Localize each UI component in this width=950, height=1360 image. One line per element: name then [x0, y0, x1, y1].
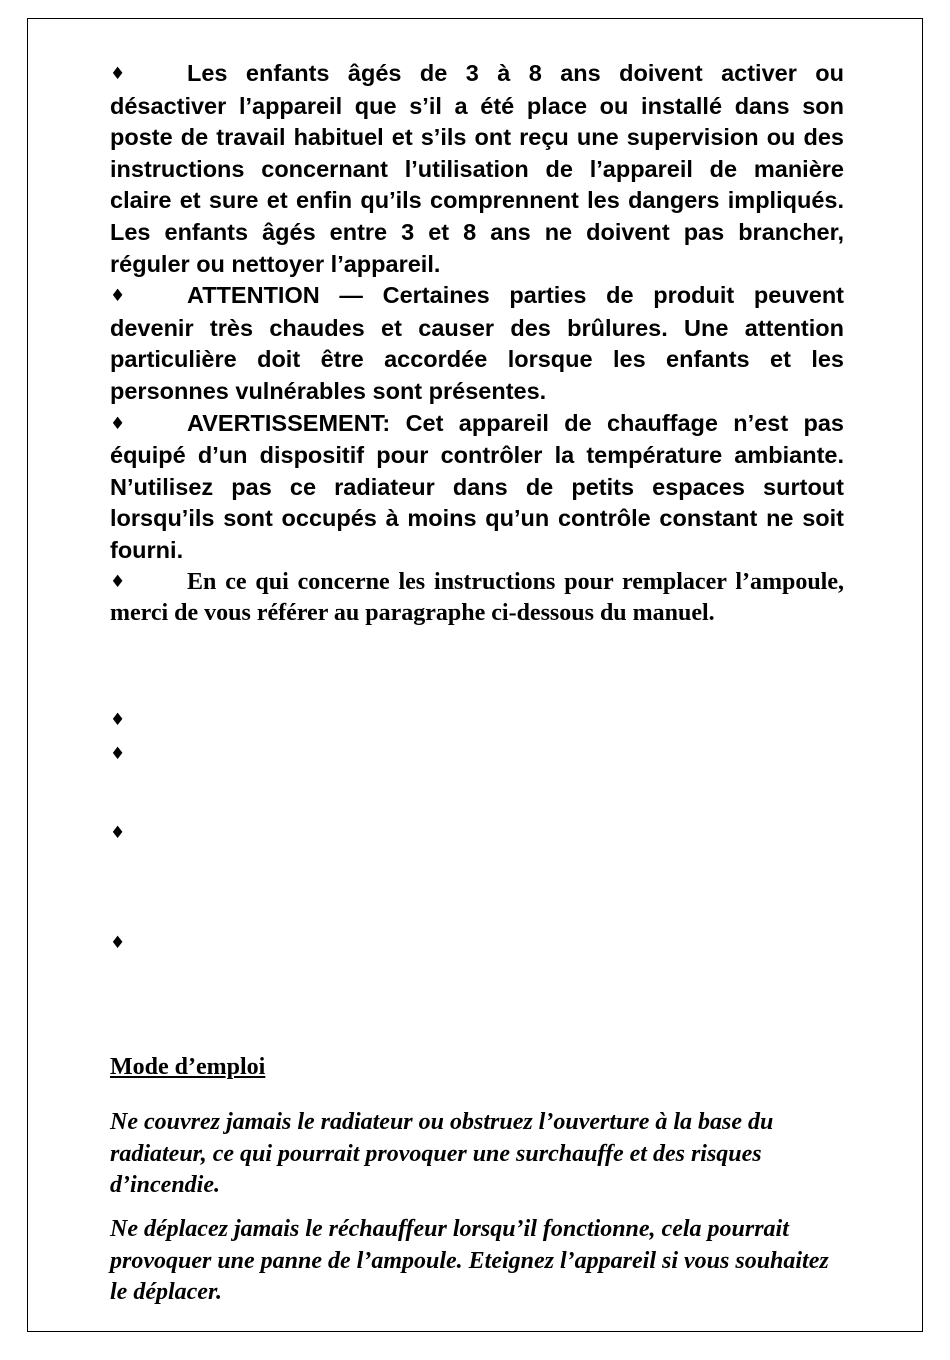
paragraph-text: En ce qui concerne les instructions pour remplacer l’ampoule, merci de vous référer au paragraphe ci-dessous du manuel. — [110, 568, 844, 626]
diamond-bullet-icon: ♦ — [110, 571, 126, 592]
paragraph-text: ATTENTION — Certaines parties de produit peuvent devenir très chaudes et causer des brûlures. Une attention particulière doit être accordée lorsque les enfants et les personnes vulnérables sont présentes. — [110, 282, 844, 404]
diamond-bullet-icon: ♦ — [110, 710, 126, 730]
diamond-bullet-icon: ♦ — [110, 286, 126, 307]
paragraph-attention — [110, 280, 844, 407]
safety-instructions — [110, 58, 844, 630]
diamond-bullet-icon: ♦ — [110, 823, 126, 843]
paragraph-ampoule — [110, 567, 844, 630]
diamond-bullet-icon: ♦ — [110, 744, 126, 764]
mode-emploi-paragraph-2: Ne déplacez jamais le réchauffeur lorsqu’il fonctionne, cela pourrait provoquer une panne de l’ampoule. Eteignez l’appareil si vous souhaitez le déplacer. — [110, 1216, 829, 1305]
diamond-bullet-icon: ♦ — [110, 64, 126, 84]
mode-emploi-paragraph-1: Ne couvrez jamais le radiateur ou obstruez l’ouverture à la base du radiateur, ce qui pourrait provoquer une surchauffe et des risques d’incendie. — [110, 1109, 774, 1198]
paragraph-text: AVERTISSEMENT: Cet appareil de chauffage n’est pas équipé d’un dispositif pour contrôler la température ambiante. N’utilisez pas ce radiateur dans de petits espaces surtout lorsqu’ils sont occupés à moins qu’un contrôle constant ne soit fourni. — [110, 409, 844, 563]
diamond-bullet-icon: ♦ — [110, 933, 126, 953]
paragraph-children-usage — [110, 58, 844, 280]
diamond-bullet-icon: ♦ — [110, 413, 126, 434]
paragraph-text: Les enfants âgés de 3 à 8 ans doivent activer ou désactiver l’appareil que s’il a été place ou installé dans son poste de travail habituel et s’ils ont reçu une supervision ou des instructions concernant l’utilisation de l’appareil de manière claire et sure et enfin qu’ils comprennent les dangers impliqués. Les enfants âgés entre 3 et 8 ans ne doivent pas brancher, réguler ou nettoyer l’appareil. — [110, 60, 844, 277]
section-title-mode-emploi: Mode d’emploi — [110, 1054, 266, 1080]
paragraph-avertissement — [110, 408, 844, 567]
